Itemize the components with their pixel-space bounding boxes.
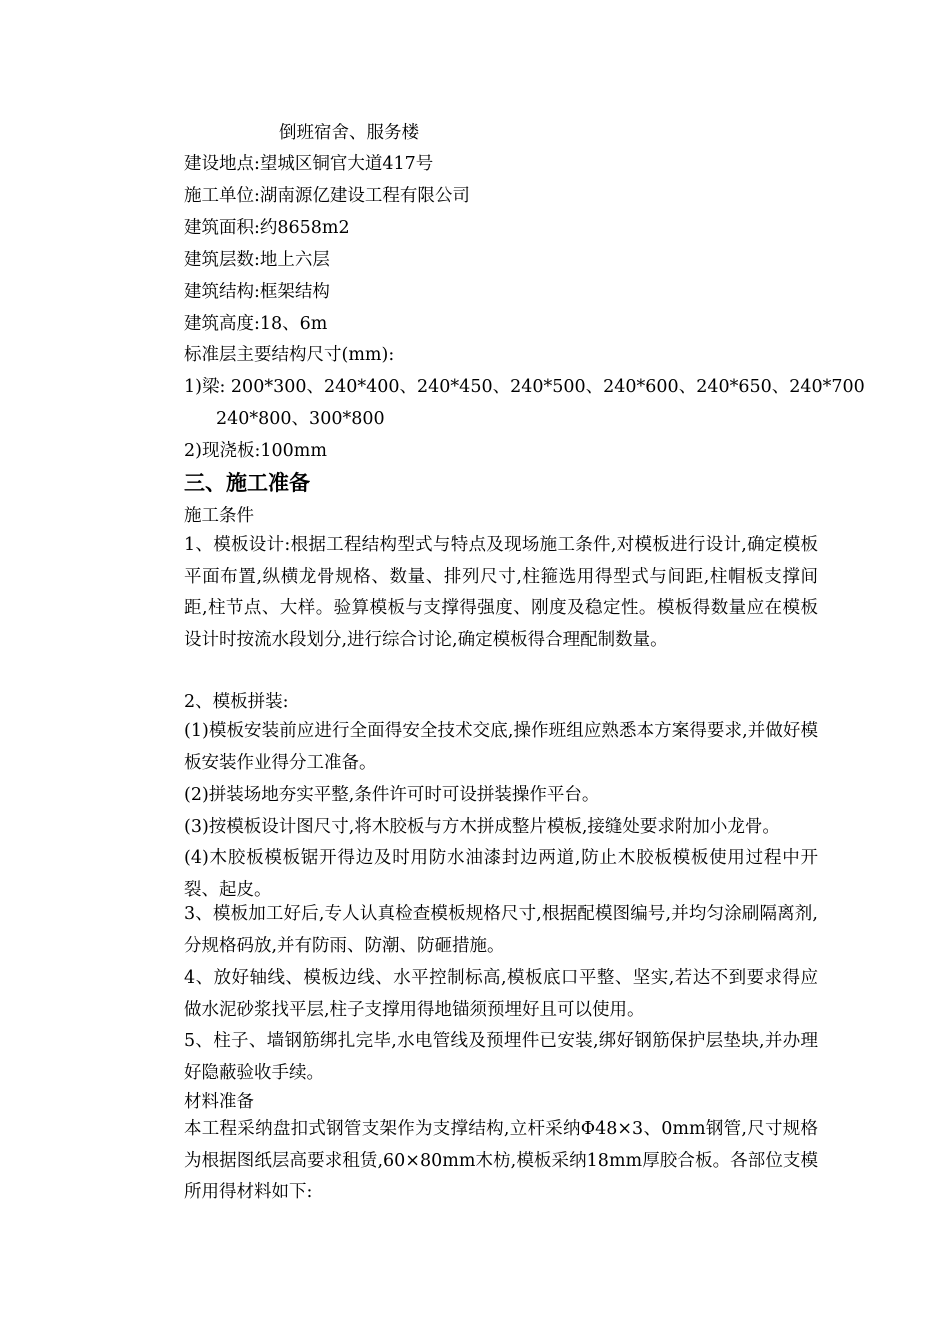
- section-heading: 三、施工准备: [184, 471, 310, 495]
- conditions-title: 施工条件: [184, 506, 254, 526]
- building-structure: 建筑结构:框架结构: [184, 282, 330, 302]
- beam-sizes-line1: 1)梁: 200*300、240*400、240*450、240*500、240*600、240*650、240*700: [184, 377, 865, 397]
- building-floors: 建筑层数:地上六层: [184, 250, 330, 270]
- item-assembly-1: (1)模板安装前应进行全面得安全技术交底,操作班组应熟悉本方案得要求,并做好模板安装作业得分工准备。: [184, 721, 818, 773]
- item-formwork-inspection: 3、模板加工好后,专人认真检查模板规格尺寸,根据配模图编号,并均匀涂刷隔离剂,分规格码放,并有防雨、防潮、防砸措施。: [184, 904, 818, 956]
- item-formwork-assembly-title: 2、模板拼装:: [184, 692, 289, 712]
- item-axis-layout: 4、放好轴线、模板边线、水平控制标高,模板底口平整、坚实,若达不到要求得应做水泥砂浆找平层,柱子支撑用得地锚须预埋好且可以使用。: [184, 968, 818, 1020]
- building-area: 建筑面积:约8658m2: [184, 218, 350, 238]
- item-assembly-4: (4)木胶板模板锯开得边及时用防水油漆封边两道,防止木胶板模板使用过程中开裂、起皮。: [184, 848, 818, 900]
- materials-text: 本工程采纳盘扣式钢管支架作为支撑结构,立杆采纳Φ48×3、0mm钢管,尺寸规格为根据图纸层高要求租赁,60×80mm木枋,模板采纳18mm厚胶合板。各部位支模所用得材料如下:: [184, 1119, 818, 1203]
- slab-thickness: 2)现浇板:100mm: [184, 441, 327, 461]
- dimensions-title: 标准层主要结构尺寸(mm):: [184, 345, 395, 365]
- building-height: 建筑高度:18、6m: [184, 314, 328, 334]
- item-assembly-3: (3)按模板设计图尺寸,将木胶板与方木拼成整片模板,接缝处要求附加小龙骨。: [184, 817, 780, 837]
- item-rebar-complete: 5、柱子、墙钢筋绑扎完毕,水电管线及预埋件已安装,绑好钢筋保护层垫块,并办理好隐蔽验收手续。: [184, 1031, 818, 1083]
- item-assembly-2: (2)拼装场地夯实平整,条件许可时可设拼装操作平台。: [184, 785, 600, 805]
- construction-location: 建设地点:望城区铜官大道417号: [184, 154, 434, 174]
- item-formwork-design: 1、模板设计:根据工程结构型式与特点及现场施工条件,对模板进行设计,确定模板平面布置,纵横龙骨规格、数量、排列尺寸,柱箍选用得型式与间距,柱帽板支撑间距,柱节点、大样。验算模板与支撑得强度、刚度及稳定性。模板得数量应在模板设计时按流水段划分,进行综合讨论,确定模板得合理配制数量。: [184, 535, 818, 651]
- construction-contractor: 施工单位:湖南源亿建设工程有限公司: [184, 186, 470, 206]
- beam-sizes-line2: 240*800、300*800: [216, 409, 385, 429]
- project-name: 倒班宿舍、服务楼: [279, 123, 419, 143]
- materials-title: 材料准备: [184, 1092, 254, 1112]
